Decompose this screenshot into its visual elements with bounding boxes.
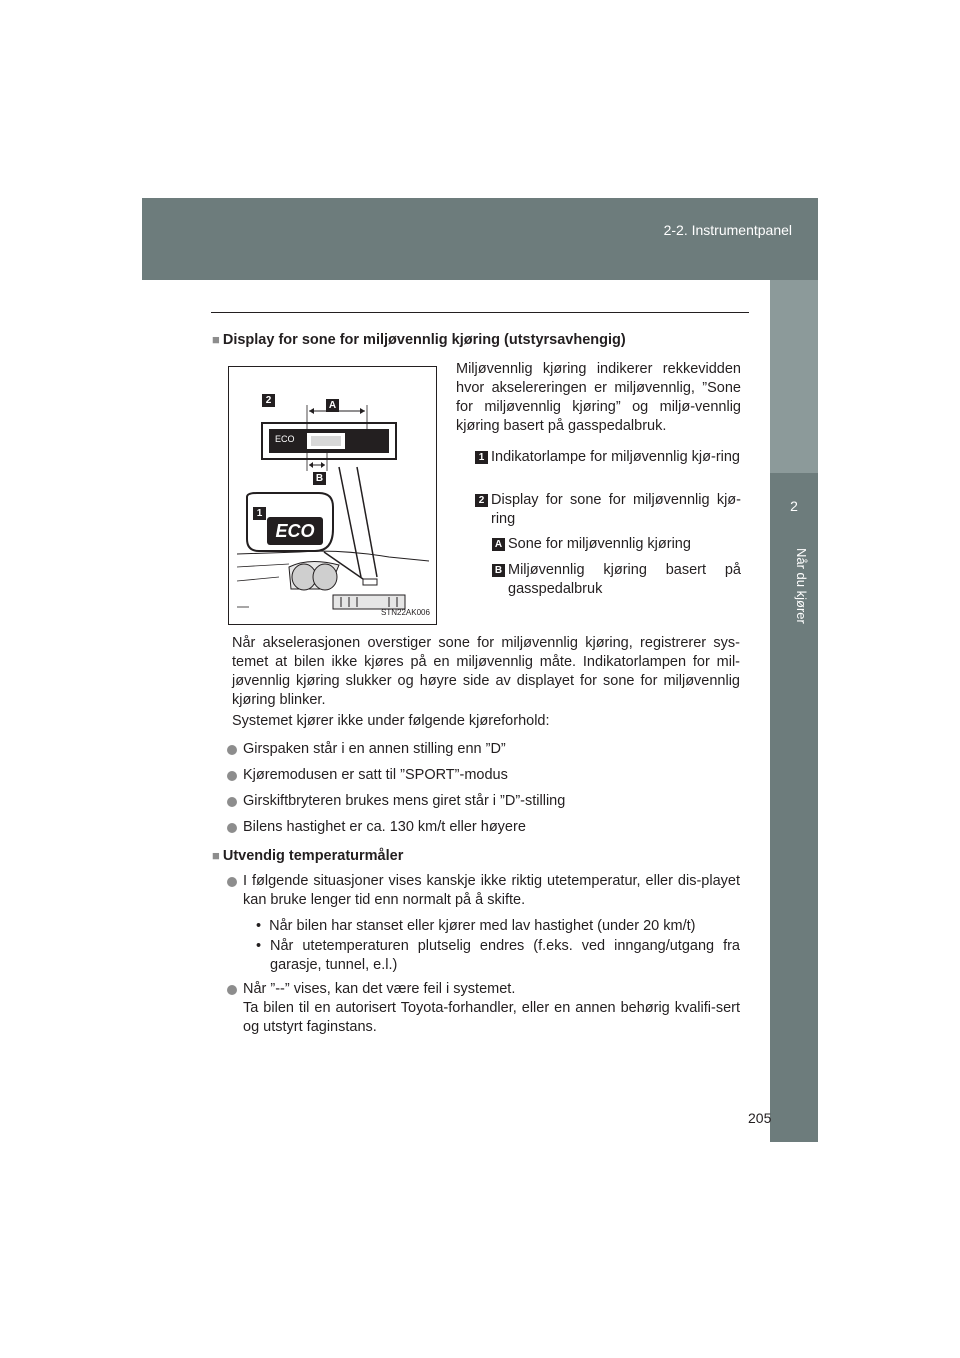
temperature-bullet-1: I følgende situasjoner vises kanskje ikke riktig utetemperatur, eller dis-playet kan bruke lenger tid enn normalt på å skifte.	[243, 873, 740, 908]
bullet-dot-icon	[227, 797, 237, 807]
item-text-1: Indikatorlampe for miljøvennlig kjø-ring	[491, 449, 740, 465]
condition-item: Bilens hastighet er ca. 130 km/t eller høyere	[243, 819, 526, 835]
eco-display-illustration	[228, 366, 437, 625]
eco-lamp-icon: ECO	[267, 517, 323, 545]
top-rule	[211, 312, 749, 313]
section-label: 2-2. Instrumentpanel	[663, 222, 792, 238]
subitem-text-b: Miljøvennlig kjøring basert på gasspedalbruk	[508, 562, 741, 597]
condition-item: Girspaken står i en annen stilling enn ”D”	[243, 741, 506, 757]
subitem-marker-b: B	[492, 564, 505, 577]
square-bullet-icon: ■	[212, 848, 220, 863]
eco-intro-text: Miljøvennlig kjøring indikerer rekkevidden hvor akselereringen er miljøvennlig, ”Sone for miljøvennlig kjøring” og miljø-vennlig kjøring basert på gasspedalbruk.	[456, 361, 741, 434]
chapter-side-tab	[770, 280, 818, 1142]
side-tab-top-block	[770, 280, 818, 473]
temperature-heading: ■ Utvendig temperaturmåler	[212, 848, 404, 864]
subitem-text-a: Sone for miljøvennlig kjøring	[508, 536, 691, 552]
illustration-label-b: B	[313, 472, 326, 485]
item-text-2: Display for sone for miljøvennlig kjø-ring	[491, 492, 741, 527]
page-number: 205	[748, 1110, 772, 1126]
chapter-number: 2	[790, 498, 798, 514]
condition-item: Kjøremodusen er satt til ”SPORT”-modus	[243, 767, 508, 783]
square-bullet-icon: ■	[212, 332, 220, 347]
illustration-label-2: 2	[262, 394, 275, 407]
conditions-intro: Systemet kjører ikke under følgende kjøreforhold:	[232, 713, 550, 729]
subitem-marker-a: A	[492, 538, 505, 551]
temperature-sub-bullet: • Når utetemperaturen plutselig endres (f.eks. ved inngang/utgang fra garasje, tunnel, e.l.)	[256, 938, 740, 973]
temperature-bullet-2-line2: Ta bilen til en autorisert Toyota-forhandler, eller en annen behørig kvalifi-sert og utstyrt faginstans.	[243, 1000, 740, 1035]
condition-item: Girskiftbryteren brukes mens giret står i ”D”-stilling	[243, 793, 566, 809]
chapter-title: Når du kjører	[794, 548, 809, 624]
temperature-bullet-2-line1: Når ”--” vises, kan det være feil i systemet.	[243, 981, 516, 997]
bullet-dot-icon	[227, 877, 237, 887]
item-marker-1: 1	[475, 451, 488, 464]
illustration-label-a: A	[326, 399, 339, 412]
illustration-code: STN22AK006	[381, 608, 430, 617]
eco-explanation: Når akselerasjonen overstiger sone for miljøvennlig kjøring, registrerer sys-temet at bilen ikke kjøres på en miljøvennlig måte. Indikatorlampen for mil-jøvennlig kjøring slukker og høyre side av displayet for sone for miljøvennlig kjøring blinker.	[232, 635, 740, 708]
bullet-dot-icon	[227, 745, 237, 755]
eco-display-heading: ■ Display for sone for miljøvennlig kjøring (utstyrsavhengig)	[212, 332, 626, 348]
item-marker-2: 2	[475, 494, 488, 507]
display-eco-text: ECO	[275, 434, 295, 444]
illustration-label-1: 1	[253, 507, 266, 520]
header-band	[142, 198, 818, 280]
bullet-dot-icon	[227, 771, 237, 781]
bullet-dot-icon	[227, 823, 237, 833]
bullet-dot-icon	[227, 985, 237, 995]
temperature-sub-bullet: • Når bilen har stanset eller kjører med lav hastighet (under 20 km/t)	[256, 918, 696, 934]
